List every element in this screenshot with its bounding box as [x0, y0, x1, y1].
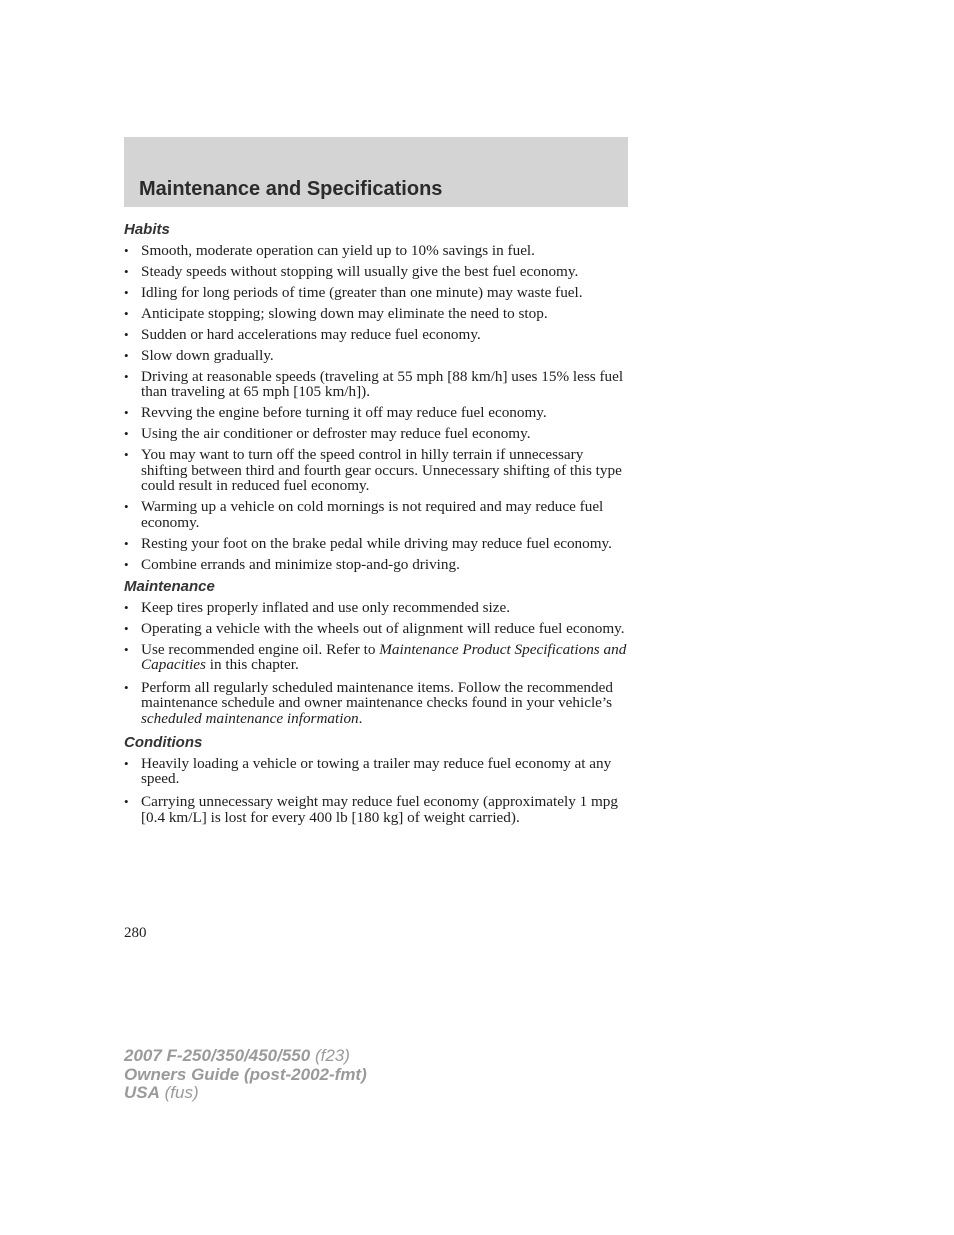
bullet-icon: •: [124, 264, 129, 279]
bullet-icon: •: [124, 794, 129, 810]
page-number: 280: [124, 925, 147, 941]
maintenance-list: [124, 600, 632, 727]
footer-line-guide: Owners Guide (post-2002-fmt): [124, 1064, 367, 1084]
list-item: • Warming up a vehicle on cold mornings is not required and may reduce fuel economy.: [124, 498, 604, 531]
list-item: • You may want to turn off the speed control in hilly terrain if unnecessary shifting between third and fourth gear occurs. Unnecessary shifting of this type could result in reduced fuel economy.: [124, 446, 622, 495]
list-item: • Driving at reasonable speeds (traveling at 55 mph [88 km/h] uses 15% less fuel than traveling at 65 mph [105 km/h]).: [124, 368, 624, 401]
list-item: • Anticipate stopping; slowing down may eliminate the need to stop.: [124, 305, 548, 322]
bullet-icon: •: [124, 348, 129, 363]
bullet-icon: •: [124, 306, 129, 321]
bullet-icon: •: [124, 447, 129, 463]
conditions-list: [124, 756, 632, 825]
bullet-icon: •: [124, 327, 129, 342]
document-footer: [124, 1047, 367, 1103]
bullet-icon: •: [124, 680, 129, 696]
list-item: • Steady speeds without stopping will usually give the best fuel economy.: [124, 263, 579, 280]
page-content: [124, 219, 632, 833]
list-item: • Operating a vehicle with the wheels out of alignment will reduce fuel economy.: [124, 619, 625, 637]
list-item: • Using the air conditioner or defroster may reduce fuel economy.: [124, 425, 531, 443]
habits-list: [124, 243, 632, 572]
section-heading-conditions: Conditions: [124, 733, 203, 751]
list-item: • Use recommended engine oil. Refer to Maintenance Product Specifications and Capacities in this chapter.: [124, 640, 627, 674]
bullet-icon: •: [124, 369, 129, 384]
bullet-icon: •: [124, 426, 129, 442]
list-item: • Perform all regularly scheduled maintenance items. Follow the recommended maintenance schedule and owner maintenance checks found in your vehicle’s scheduled maintenance information.: [124, 679, 613, 727]
list-item: • Slow down gradually.: [124, 347, 274, 364]
section-heading-habits: Habits: [124, 221, 170, 238]
page-title: Maintenance and Specifications: [139, 178, 443, 200]
bullet-icon: •: [124, 499, 129, 515]
list-item: • Sudden or hard accelerations may reduce fuel economy.: [124, 326, 481, 343]
list-item: • Combine errands and minimize stop-and-go driving.: [124, 555, 460, 573]
list-item: • Keep tires properly inflated and use only recommended size.: [124, 598, 511, 616]
list-item: • Heavily loading a vehicle or towing a trailer may reduce fuel economy at any speed.: [124, 754, 612, 788]
list-item: • Resting your foot on the brake pedal while driving may reduce fuel economy.: [124, 534, 612, 552]
list-item: • Carrying unnecessary weight may reduce fuel economy (approximately 1 mpg [0.4 km/L] is lost for every 400 lb [180 kg] of weight carried).: [124, 793, 618, 826]
section-heading-maintenance: Maintenance: [124, 577, 215, 595]
list-item: • Idling for long periods of time (greater than one minute) may waste fuel.: [124, 284, 583, 301]
list-item: • Revving the engine before turning it off may reduce fuel economy.: [124, 404, 547, 422]
bullet-icon: •: [124, 620, 129, 636]
cross-reference: scheduled maintenance information: [141, 709, 359, 727]
bullet-icon: •: [124, 599, 129, 615]
list-item: • Smooth, moderate operation can yield up to 10% savings in fuel.: [124, 242, 535, 259]
footer-line-model: 2007 F-250/350/450/550 (f23): [124, 1046, 350, 1065]
section-header-band: [124, 137, 628, 207]
bullet-icon: •: [124, 243, 129, 258]
cross-reference: Maintenance Product Specifications and Capacities: [141, 640, 627, 674]
bullet-icon: •: [124, 405, 129, 421]
bullet-icon: •: [124, 755, 129, 771]
bullet-icon: •: [124, 641, 129, 657]
footer-line-market: USA (fus): [124, 1083, 199, 1102]
bullet-icon: •: [124, 556, 129, 572]
bullet-icon: •: [124, 535, 129, 551]
bullet-icon: •: [124, 285, 129, 300]
